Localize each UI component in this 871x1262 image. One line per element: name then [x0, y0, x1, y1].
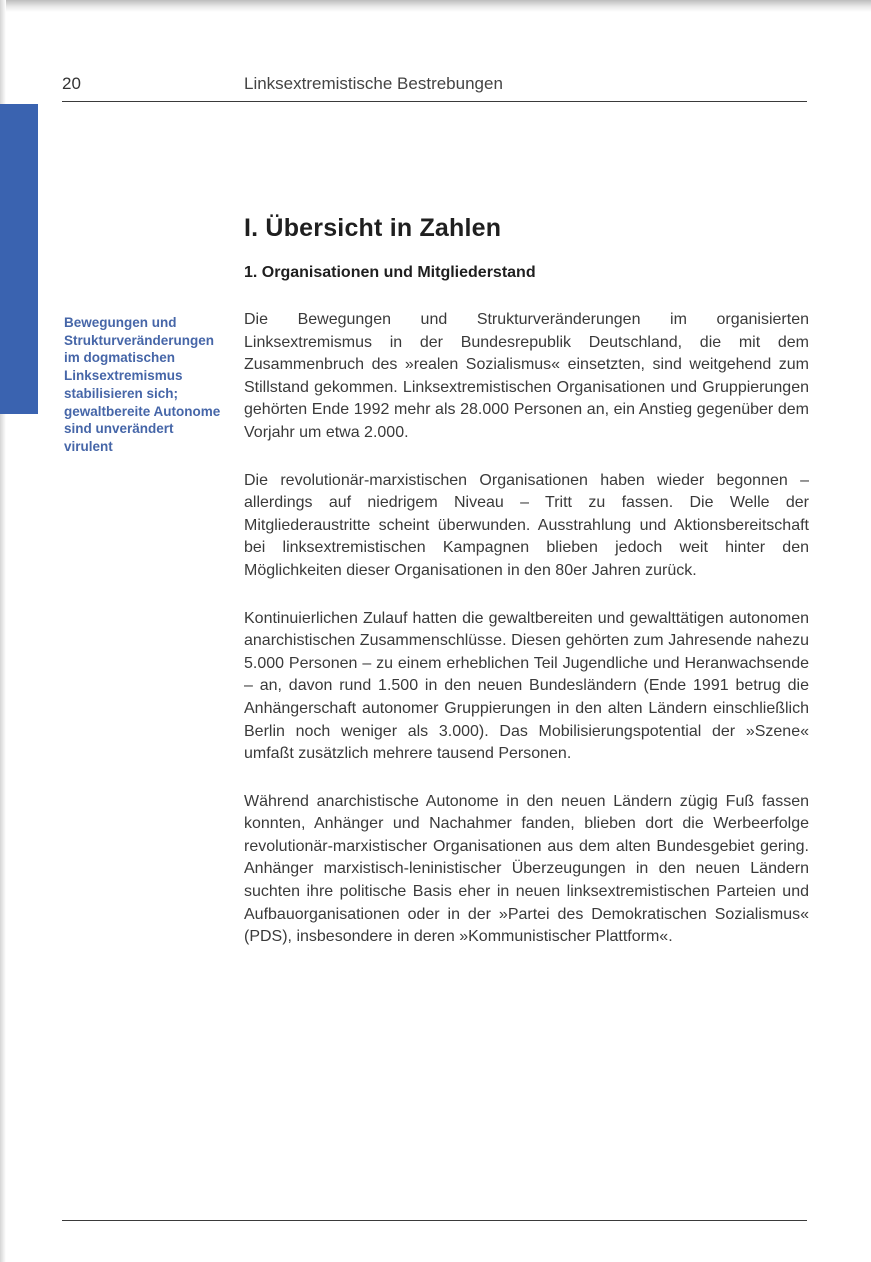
margin-note: Bewegungen und Strukturveränderungen im dogmatischen Linksextremismus stabilisieren sich; gewaltbereite Autonome sind unverändert virulent — [64, 315, 221, 454]
chapter-tab-marker — [0, 104, 38, 414]
paragraph: Kontinuierlichen Zulauf hatten die gewaltbereiten und gewalttätigen autonomen anarchistischen Zusammenschlüsse. Diesen gehörten zum Jahresende nahezu 5.000 Personen – zu einem erheblichen Teil Jugendliche und Heranwachsende – an, davon rund 1.500 in den neuen Bundesländern (Ende 1991 betrug die Anhängerschaft autonomer Gruppierungen in den alten Ländern einschließlich Berlin noch weniger als 3.000). Das Mobilisierungspotential der »Szene« umfaßt zusätzlich mehrere tausend Personen. — [244, 609, 809, 763]
header-divider — [62, 101, 807, 102]
paragraph: Während anarchistische Autonome in den neuen Ländern zügig Fuß fassen konnten, Anhänger und Nachahmer fanden, blieben dort die Werbeerfolge revolutionär-marxistischer Organisationen aus dem alten Bundesgebiet gering. Anhänger marxistisch-leninistischer Überzeugungen in den neuen Ländern suchten ihre politische Basis eher in neuen linksextremistischen Parteien und Aufbauorganisationen oder in der »Partei des Demokratischen Sozialismus« (PDS), insbesondere in deren »Kommunistischer Plattform«. — [244, 792, 809, 946]
subsection-title: 1. Organisationen und Mitgliederstand — [244, 264, 536, 281]
footer-divider — [62, 1220, 807, 1221]
paragraph: Die Bewegungen und Strukturveränderungen im organisierten Linksextremismus in der Bundesrepublik Deutschland, die mit dem Zusammenbruch des »realen Sozialismus« einsetzten, sind weitgehend zum Stillstand gekommen. Linksextremistischen Organisationen und Gruppierungen gehörten Ende 1992 mehr als 28.000 Personen an, ein Anstieg gegenüber dem Vorjahr um etwa 2.000. — [244, 311, 809, 441]
page-number: 20 — [62, 74, 81, 93]
section-title: I. Übersicht in Zahlen — [244, 214, 502, 242]
body-text — [244, 309, 809, 974]
scan-top-edge — [0, 0, 871, 12]
paragraph: Die revolutionär-marxistischen Organisationen haben wieder begonnen – allerdings auf niedrigem Niveau – Tritt zu fassen. Die Welle der Mitgliederaustritte scheint überwunden. Ausstrahlung und Aktionsbereitschaft bei linksextremistischen Kampagnen blieben jedoch weit hinter den Möglichkeiten dieser Organisationen in den 80er Jahren zurück. — [244, 471, 809, 579]
running-head: Linksextremistische Bestrebungen — [244, 74, 503, 93]
